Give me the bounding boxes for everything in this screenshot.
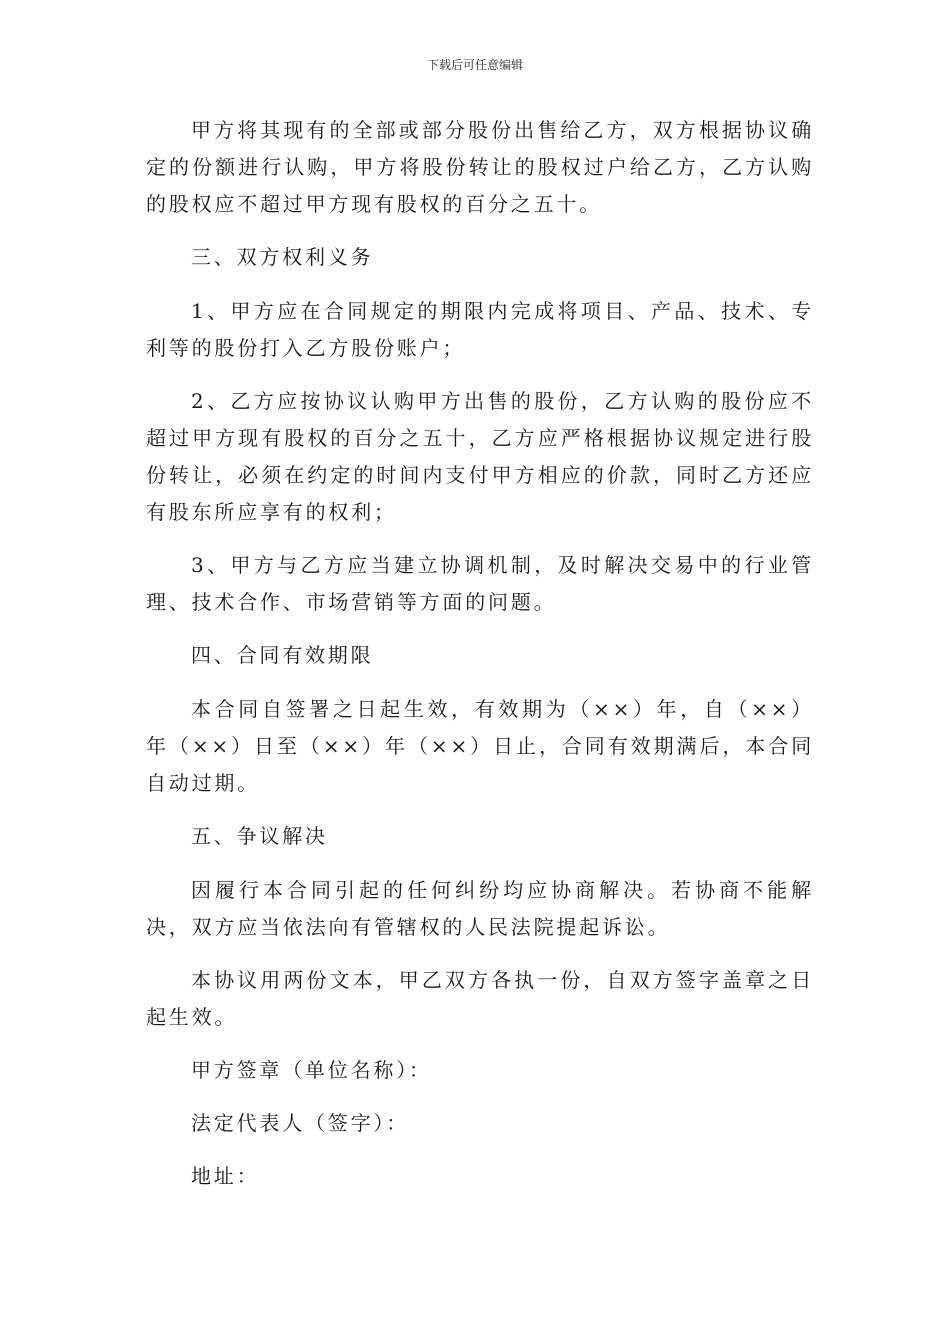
page-header-note: 下载后可任意编辑 [426, 58, 523, 72]
paragraph-clause-2: 2、乙方应按协议认购甲方出售的股份，乙方认购的股份应不超过甲方现有股权的百分之五十，乙方应严格根据协议规定进行股份转让，必须在约定的时间内支付甲方相应的价款，同时乙方还应有股东所应享有的权利； [146, 389, 814, 524]
section-heading-dispute: 五、争议解决 [191, 824, 328, 848]
paragraph-clause-3: 3、甲方与乙方应当建立协调机制，及时解决交易中的行业管理、技术合作、市场营销等方面的问题。 [146, 553, 814, 614]
paragraph-share-transfer: 甲方将其现有的全部或部分股份出售给乙方，双方根据协议确定的份额进行认购，甲方将股份转让的股权过户给乙方，乙方认购的股权应不超过甲方现有股权的百分之五十。 [146, 118, 814, 216]
section-heading-term: 四、合同有效期限 [191, 643, 374, 667]
paragraph-term: 本合同自签署之日起生效，有效期为（××）年，自（××）年（××）日至（××）年（××）日止，合同有效期满后，本合同自动过期。 [146, 697, 814, 795]
paragraph-dispute: 因履行本合同引起的任何纠纷均应协商解决。若协商不能解决，双方应当依法向有管辖权的人民法院提起诉讼。 [146, 878, 814, 939]
document-body [146, 112, 814, 1211]
signature-party-a: 甲方签章（单位名称）： [191, 1058, 432, 1082]
section-heading-rights: 三、双方权利义务 [191, 245, 374, 269]
paragraph-copies: 本协议用两份文本，甲乙双方各执一份，自双方签字盖章之日起生效。 [146, 968, 814, 1029]
signature-legal-rep: 法定代表人（签字）： [191, 1111, 409, 1135]
signature-address: 地址： [191, 1164, 260, 1188]
paragraph-clause-1: 1、甲方应在合同规定的期限内完成将项目、产品、技术、专利等的股份打入乙方股份账户； [146, 299, 814, 360]
